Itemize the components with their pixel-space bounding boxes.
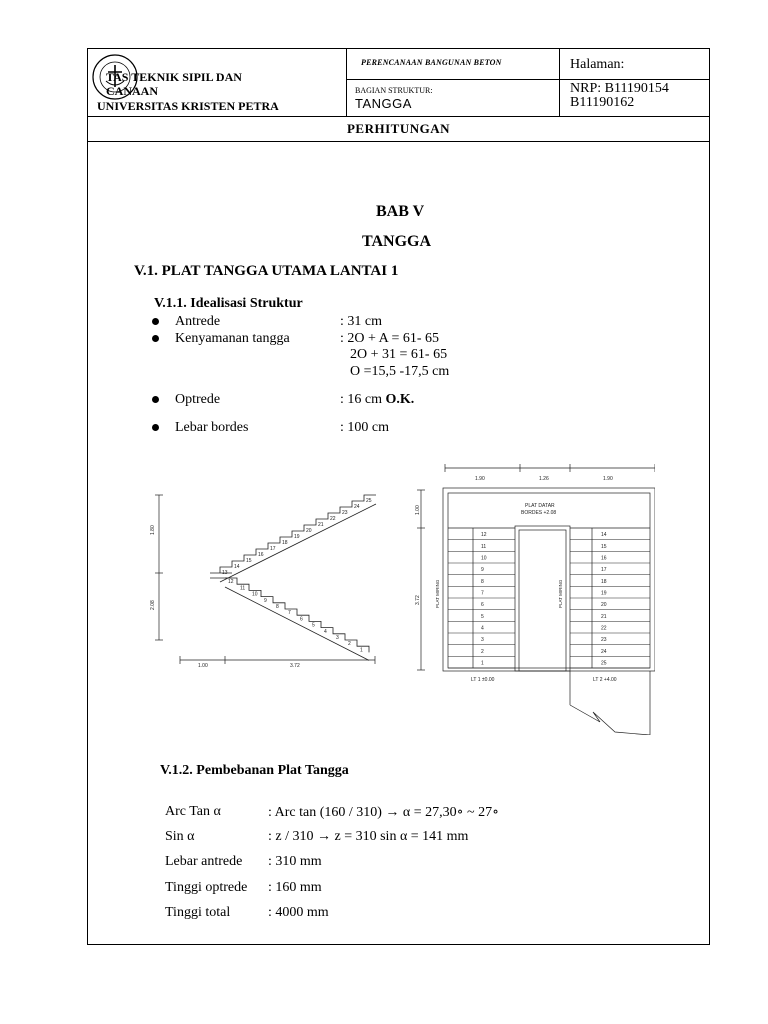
step-number: 2	[348, 641, 351, 648]
step-number: 17	[270, 546, 276, 552]
step-number: 8	[276, 604, 279, 610]
item-label: Lebar bordes	[175, 420, 249, 435]
step-number: 4	[324, 628, 327, 635]
right-flight-label: PLAT MIRING	[558, 579, 563, 608]
step-number: 1	[481, 660, 484, 667]
stair-section-drawing	[150, 490, 382, 670]
institution-line2: CANAAN	[106, 84, 158, 98]
step-number: 7	[288, 610, 291, 617]
step-number: 3	[481, 637, 484, 644]
step-number: 22	[601, 625, 607, 632]
step-number: 19	[601, 590, 607, 597]
bullet	[152, 396, 159, 403]
step-number: 21	[318, 522, 324, 528]
dim-side-top: 1.00	[415, 505, 421, 515]
header-divider	[346, 49, 347, 116]
step-number: 25	[366, 498, 372, 504]
landing-label-2: BORDES +2.08	[521, 510, 557, 516]
load-label: Arc Tan α	[165, 804, 221, 819]
dim-top-right: 1.90	[603, 476, 613, 482]
load-label: Sin α	[165, 829, 195, 844]
step-number: 6	[300, 616, 303, 623]
bagian-label: BAGIAN STRUKTUR:	[355, 86, 433, 95]
chapter-title: TANGGA	[362, 233, 432, 250]
step-number: 4	[481, 625, 484, 632]
load-value: : 160 mm	[268, 880, 322, 895]
landing-label-1: PLAT DATAR	[525, 503, 555, 509]
ok-mark: O.K.	[385, 392, 415, 407]
step-number: 15	[601, 543, 607, 550]
step-number: 22	[330, 516, 336, 522]
dim-bottom-label: 2.08	[150, 600, 156, 610]
step-number: 13	[222, 570, 228, 576]
item-value: : 100 cm	[340, 420, 389, 435]
step-number: 23	[342, 510, 348, 516]
step-number: 24	[354, 504, 360, 510]
step-number: 18	[601, 578, 607, 585]
step-number: 9	[264, 597, 267, 604]
step-number: 5	[312, 622, 315, 629]
dim-top-mid: 1.26	[539, 476, 549, 482]
step-number: 2	[481, 648, 484, 655]
step-number: 14	[234, 564, 240, 570]
dim-top-label: 1.80	[150, 525, 156, 535]
lower-slab	[225, 587, 369, 660]
item-value: 2O + 31 = 61- 65	[350, 347, 448, 362]
load-value: : 4000 mm	[268, 905, 329, 920]
header-divider	[559, 49, 560, 116]
header-divider	[346, 79, 709, 80]
step-number: 19	[294, 534, 300, 540]
upper-slab	[220, 504, 376, 582]
dim-base-left-label: 1.00	[198, 663, 208, 669]
load-value: : Arc tan (160 / 310) → α = 27,30∘ ~ 27∘	[268, 805, 499, 820]
optrede-value: : 16 cm	[340, 392, 386, 407]
nrp-line1: NRP: B11190154	[570, 81, 669, 96]
level-right: LT 2 +4.00	[593, 677, 617, 683]
left-flight-label: PLAT MIRING	[435, 579, 440, 608]
step-number: 10	[252, 591, 258, 598]
step-number: 14	[601, 532, 607, 539]
chapter-heading: BAB V	[376, 203, 425, 220]
step-number: 5	[481, 613, 484, 620]
load-label: Tinggi total	[165, 905, 231, 920]
bagian-value: TANGGA	[355, 96, 412, 111]
subsection2-heading: V.1.2. Pembebanan Plat Tangga	[160, 763, 349, 778]
step-number: 9	[481, 567, 484, 574]
item-label: Optrede	[175, 392, 221, 407]
stair-plan-drawing	[415, 460, 655, 735]
step-number: 3	[336, 635, 339, 641]
step-number: 12	[481, 532, 487, 539]
step-number: 17	[601, 567, 607, 574]
bullet	[152, 424, 159, 431]
subsection-heading: V.1.1. Idealisasi Struktur	[154, 296, 303, 311]
step-number: 1	[360, 647, 363, 654]
level-left: LT 1 ±0.00	[471, 677, 495, 683]
step-number: 20	[601, 602, 607, 609]
item-value: : 31 cm	[340, 314, 382, 329]
step-number: 16	[601, 555, 607, 562]
step-number: 24	[601, 648, 607, 655]
project-title: PERENCANAAN BANGUNAN BETON	[361, 58, 502, 67]
dim-side-mid: 3.72	[415, 595, 421, 605]
step-number: 11	[481, 543, 487, 550]
load-label: Tinggi optrede	[165, 880, 248, 895]
step-number: 7	[481, 590, 484, 597]
step-number: 18	[282, 540, 288, 546]
bullet	[152, 318, 159, 325]
dim-top-left: 1.90	[475, 476, 485, 482]
step-number: 12	[228, 579, 234, 586]
item-value: : 2O + A = 61- 65	[340, 331, 440, 346]
section-heading: V.1. PLAT TANGGA UTAMA LANTAI 1	[134, 263, 399, 279]
step-number: 21	[601, 613, 607, 620]
load-label: Lebar antrede	[165, 854, 243, 869]
step-number: 23	[601, 637, 607, 644]
institution-line1: TAS TEKNIK SIPIL DAN	[106, 70, 242, 84]
item-value: O =15,5 -17,5 cm	[350, 364, 450, 379]
nrp-line2: B11190162	[570, 95, 635, 110]
step-number: 6	[481, 602, 484, 609]
step-number: 15	[246, 558, 252, 564]
step-number: 25	[601, 660, 607, 667]
load-value: : z / 310 → z = 310 sin α = 141 mm	[268, 829, 469, 844]
step-number: 16	[258, 552, 264, 558]
bullet	[152, 335, 159, 342]
step-number: 20	[306, 528, 312, 534]
item-label: Antrede	[175, 314, 221, 329]
dim-base-right-label: 3.72	[290, 663, 300, 669]
item-value	[340, 392, 414, 408]
halaman-label: Halaman:	[570, 57, 625, 72]
step-number: 11	[240, 585, 246, 592]
load-value: : 310 mm	[268, 854, 322, 869]
step-number: 8	[481, 578, 484, 585]
section-bar: PERHITUNGAN	[88, 116, 709, 142]
item-label: Kenyamanan tangga	[175, 331, 290, 346]
institution-line3: UNIVERSITAS KRISTEN PETRA	[97, 99, 279, 113]
step-number: 10	[481, 555, 487, 562]
